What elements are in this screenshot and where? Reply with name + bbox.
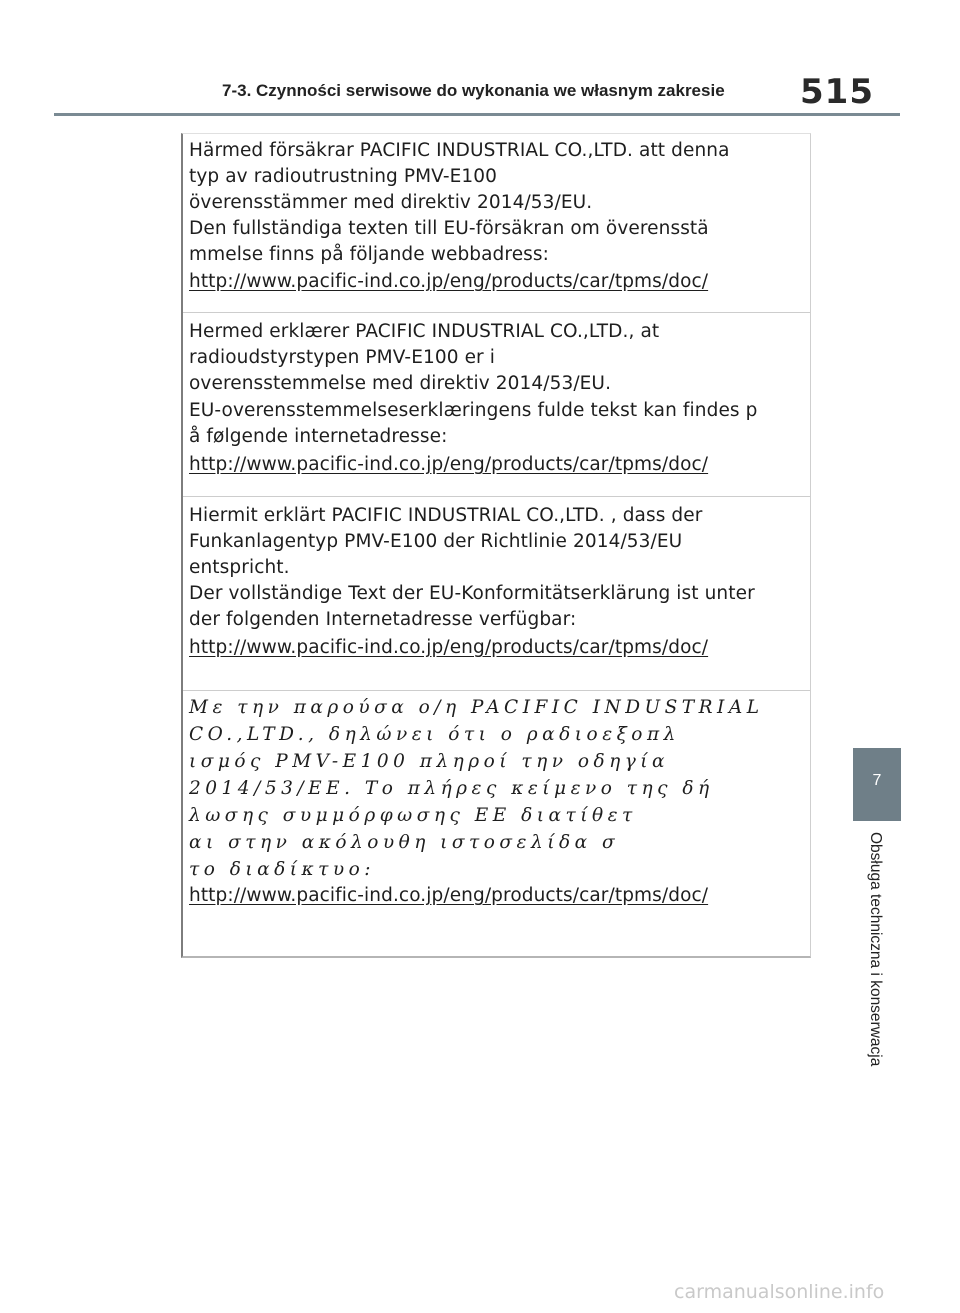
declaration-line: mmelse finns på följande webbadress: <box>189 244 549 265</box>
declaration-line: Funkanlagentyp PMV-E100 der Richtlinie 2014/53/EU <box>189 531 683 552</box>
declaration-line: λωσης συμμόρφωσης ΕΕ διατίθετ <box>189 805 637 826</box>
declaration-line: Με την παρούσα ο/η PACIFIC INDUSTRIAL <box>189 697 764 718</box>
declaration-line: typ av radioutrustning PMV-E100 <box>189 166 498 187</box>
declaration-line: der folgenden Internetadresse verfügbar: <box>189 609 577 630</box>
declaration-line: radioudstyrstypen PMV-E100 er i <box>189 347 495 368</box>
declaration-line: Härmed försäkrar PACIFIC INDUSTRIAL CO.,LTD. att denna <box>189 140 730 161</box>
declaration-url-link[interactable]: http://www.pacific-ind.co.jp/eng/products/car/tpms/doc/ <box>189 454 709 475</box>
declaration-line: ισμός PMV-E100 πληροί την οδηγία <box>189 751 670 772</box>
watermark-text: carmanualsonline.info <box>674 1281 885 1303</box>
declaration-line: å følgende internetadresse: <box>189 426 448 447</box>
declaration-line: överensstämmer med direktiv 2014/53/EU. <box>189 192 593 213</box>
declaration-line: Hermed erklærer PACIFIC INDUSTRIAL CO.,LTD., at <box>189 321 660 342</box>
declaration-url-link[interactable]: http://www.pacific-ind.co.jp/eng/products/car/tpms/doc/ <box>189 637 709 658</box>
section-divider <box>183 312 810 313</box>
declaration-url-link[interactable]: http://www.pacific-ind.co.jp/eng/products/car/tpms/doc/ <box>189 885 709 906</box>
page-number: 515 <box>800 72 874 112</box>
declaration-box <box>181 133 811 958</box>
declaration-line: Hiermit erklärt PACIFIC INDUSTRIAL CO.,LTD. , dass der <box>189 505 703 526</box>
declaration-line: αι στην ακόλουθη ιστοσελίδα σ <box>189 832 620 853</box>
declaration-line: το διαδίκτυο: <box>189 859 376 880</box>
section-divider <box>183 690 810 691</box>
declaration-line: overensstemmelse med direktiv 2014/53/EU. <box>189 373 612 394</box>
declaration-line: EU-overensstemmelseserklæringens fulde tekst kan findes p <box>189 400 758 421</box>
declaration-line: entspricht. <box>189 557 290 578</box>
chapter-tab[interactable] <box>853 748 901 821</box>
declaration-line: Den fullständiga texten till EU-försäkran om överensstä <box>189 218 709 239</box>
chapter-label: Obsługa techniczna i konserwacja <box>867 832 884 1067</box>
declaration-line: Der vollständige Text der EU-Konformitätserklärung ist unter <box>189 583 755 604</box>
chapter-number: 7 <box>872 772 882 789</box>
header-divider <box>54 113 900 116</box>
section-divider <box>183 496 810 497</box>
declaration-line: 2014/53/ΕΕ. Το πλήρες κείμενο της δή <box>189 778 714 799</box>
declaration-line: CO.,LTD., δηλώνει ότι ο ραδιοεξοπλ <box>189 724 680 745</box>
declaration-url-link[interactable]: http://www.pacific-ind.co.jp/eng/products/car/tpms/doc/ <box>189 271 709 292</box>
page-header-title: 7-3. Czynności serwisowe do wykonania we własnym zakresie <box>222 81 725 100</box>
